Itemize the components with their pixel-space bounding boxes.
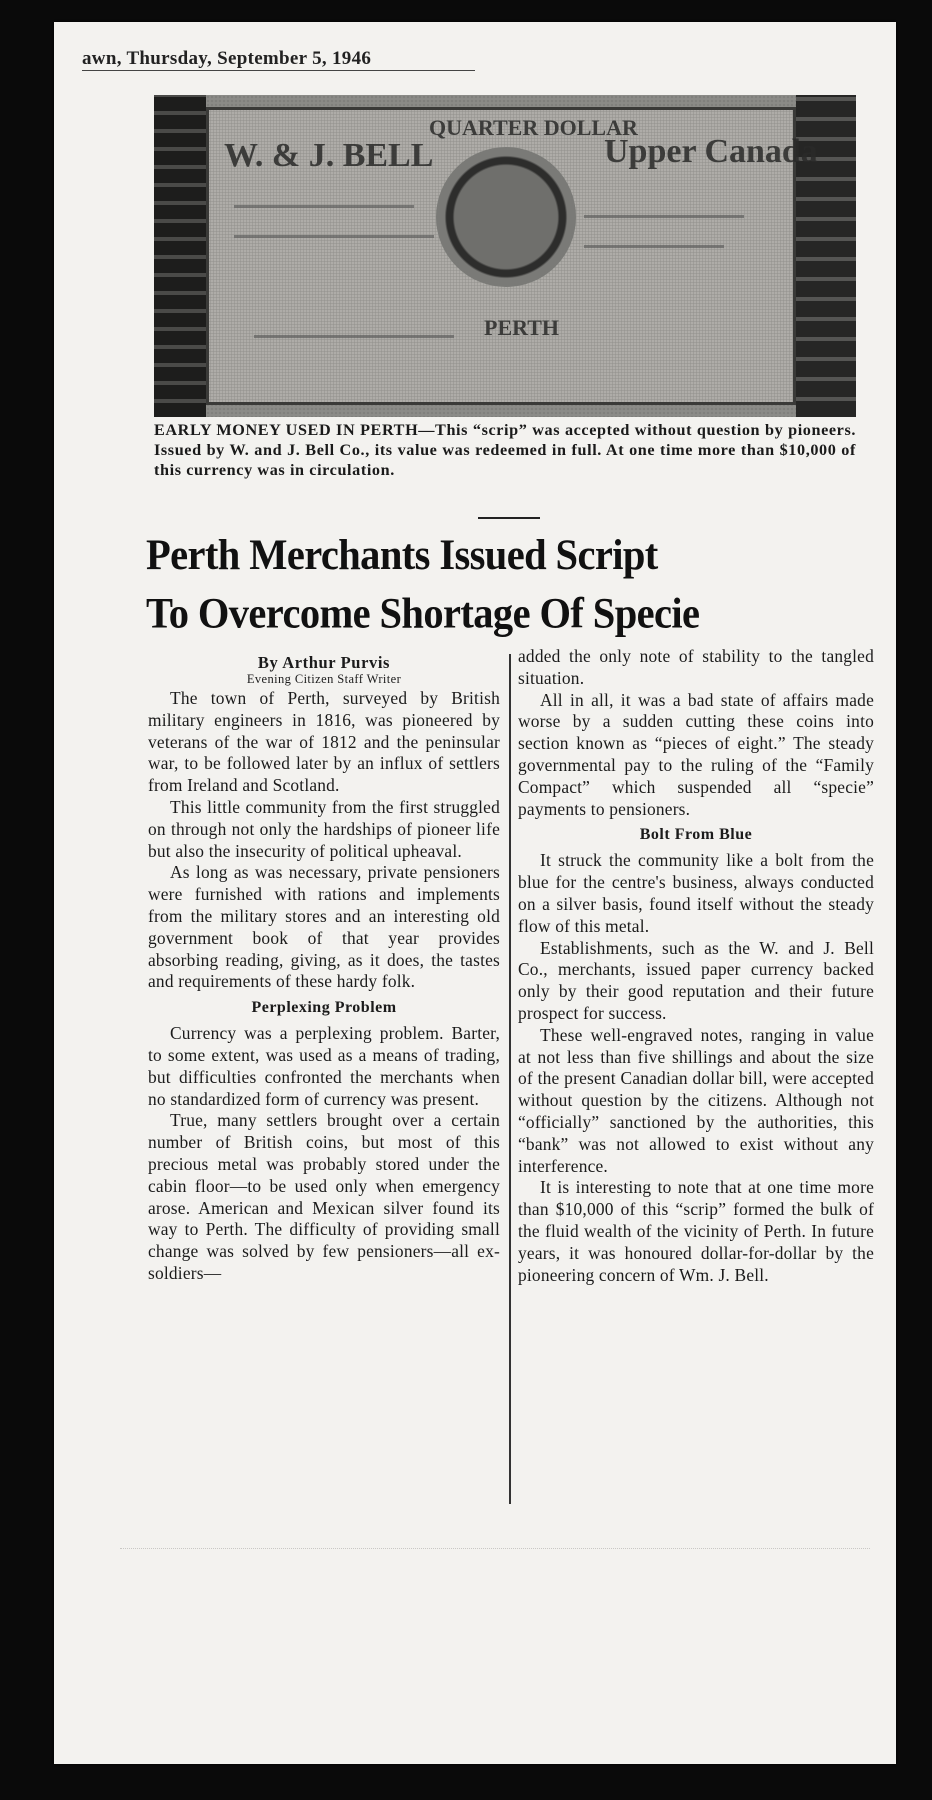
dateline: awn, Thursday, September 5, 1946 bbox=[82, 48, 475, 71]
byline: By Arthur Purvis bbox=[257, 653, 391, 672]
paragraph: All in all, it was a bad state of affairs made worse by a sudden cutting these coins into section known as “pieces of eight.” The steady governmental pay to the ruling of the “Family Compact” which suspended all “specie” payments to pensioners. bbox=[518, 689, 874, 819]
subhead-perplexing-problem: Perplexing Problem bbox=[251, 999, 397, 1017]
note-script-line bbox=[584, 245, 724, 248]
article-column-left bbox=[148, 650, 500, 1285]
article-column-right bbox=[518, 646, 874, 1286]
column-rule bbox=[509, 654, 511, 1504]
note-region: Upper Canada bbox=[604, 133, 818, 170]
note-place: PERTH bbox=[484, 315, 560, 340]
paragraph: It is interesting to note that at one time more than $10,000 of this “scrip” formed the bulk of the fluid wealth of the vicinity of Perth. In future years, it was honoured dollar-for-dollar by the pioneering concern of Wm. J. Bell. bbox=[518, 1177, 874, 1285]
paragraph: This little community from the first struggled on through not only the hardships of pioneer life but also the insecurity of political upheaval. bbox=[148, 796, 500, 861]
byline-role: Evening Citizen Staff Writer bbox=[246, 672, 402, 686]
subhead-bolt-from-blue: Bolt From Blue bbox=[639, 826, 753, 844]
paragraph: added the only note of stability to the tangled situation. bbox=[518, 646, 874, 688]
paragraph: As long as was necessary, private pensioners were furnished with rations and implements from the military stores and an interesting old government book of that year provides absorbing reading, giving, as it does, the tastes and requirements of these hardy folk. bbox=[148, 862, 500, 992]
headline-line-2: To Overcome Shortage Of Specie bbox=[146, 588, 700, 638]
note-left-border bbox=[154, 95, 206, 417]
paragraph: Currency was a perplexing problem. Barter, to some extent, was used as a means of trading, but difficulties confronted the merchants when no standardized form of currency was present. bbox=[148, 1023, 500, 1109]
note-script-line bbox=[584, 215, 744, 218]
note-denomination: QUARTER DOLLAR bbox=[429, 115, 638, 140]
headline-line-1: Perth Merchants Issued Script bbox=[146, 530, 658, 579]
note-script-line bbox=[234, 205, 414, 208]
paragraph: Establishments, such as the W. and J. Bell Co., merchants, issued paper currency backed only by their good reputation and their future prospect for success. bbox=[518, 937, 874, 1023]
photo-caption: EARLY MONEY USED IN PERTH—This “scrip” was accepted without question by pioneers. Issued by W. and J. Bell Co., its value was redeemed in full. At one time more than $10,000 of this currency was in circulation. bbox=[154, 421, 856, 479]
paragraph: These well-engraved notes, ranging in value at not less than five shillings and about the size of the present Canadian dollar bill, were accepted without question by the citizens. Although not “officially” sanctioned by the authorities, this “bank” was not allowed to exist without any interference. bbox=[518, 1024, 874, 1176]
note-title: W. & J. BELL bbox=[224, 137, 434, 174]
note-script-line bbox=[254, 335, 454, 338]
paragraph: The town of Perth, surveyed by British military engineers in 1816, was pioneered by veterans of the war of 1812 and the peninsular war, to be followed later by an influx of settlers from Ireland and Scotland. bbox=[148, 688, 500, 796]
paragraph: True, many settlers brought over a certain number of British coins, but most of this precious metal was probably stored under the cabin floor—to be used only when emergency arose. American and Mexican silver found its way to Perth. The difficulty of providing small change was solved by few pensioners—all ex-soldiers— bbox=[148, 1110, 500, 1283]
note-seal bbox=[436, 147, 576, 287]
paragraph: It struck the community like a bolt from the blue for the centre's business, always conducted on a silver basis, found itself without the steady flow of this metal. bbox=[518, 850, 874, 936]
divider bbox=[478, 517, 540, 519]
fold-line bbox=[120, 1548, 870, 1550]
headline bbox=[146, 526, 886, 643]
scrip-photo bbox=[154, 95, 856, 417]
note-script-line bbox=[234, 235, 434, 238]
